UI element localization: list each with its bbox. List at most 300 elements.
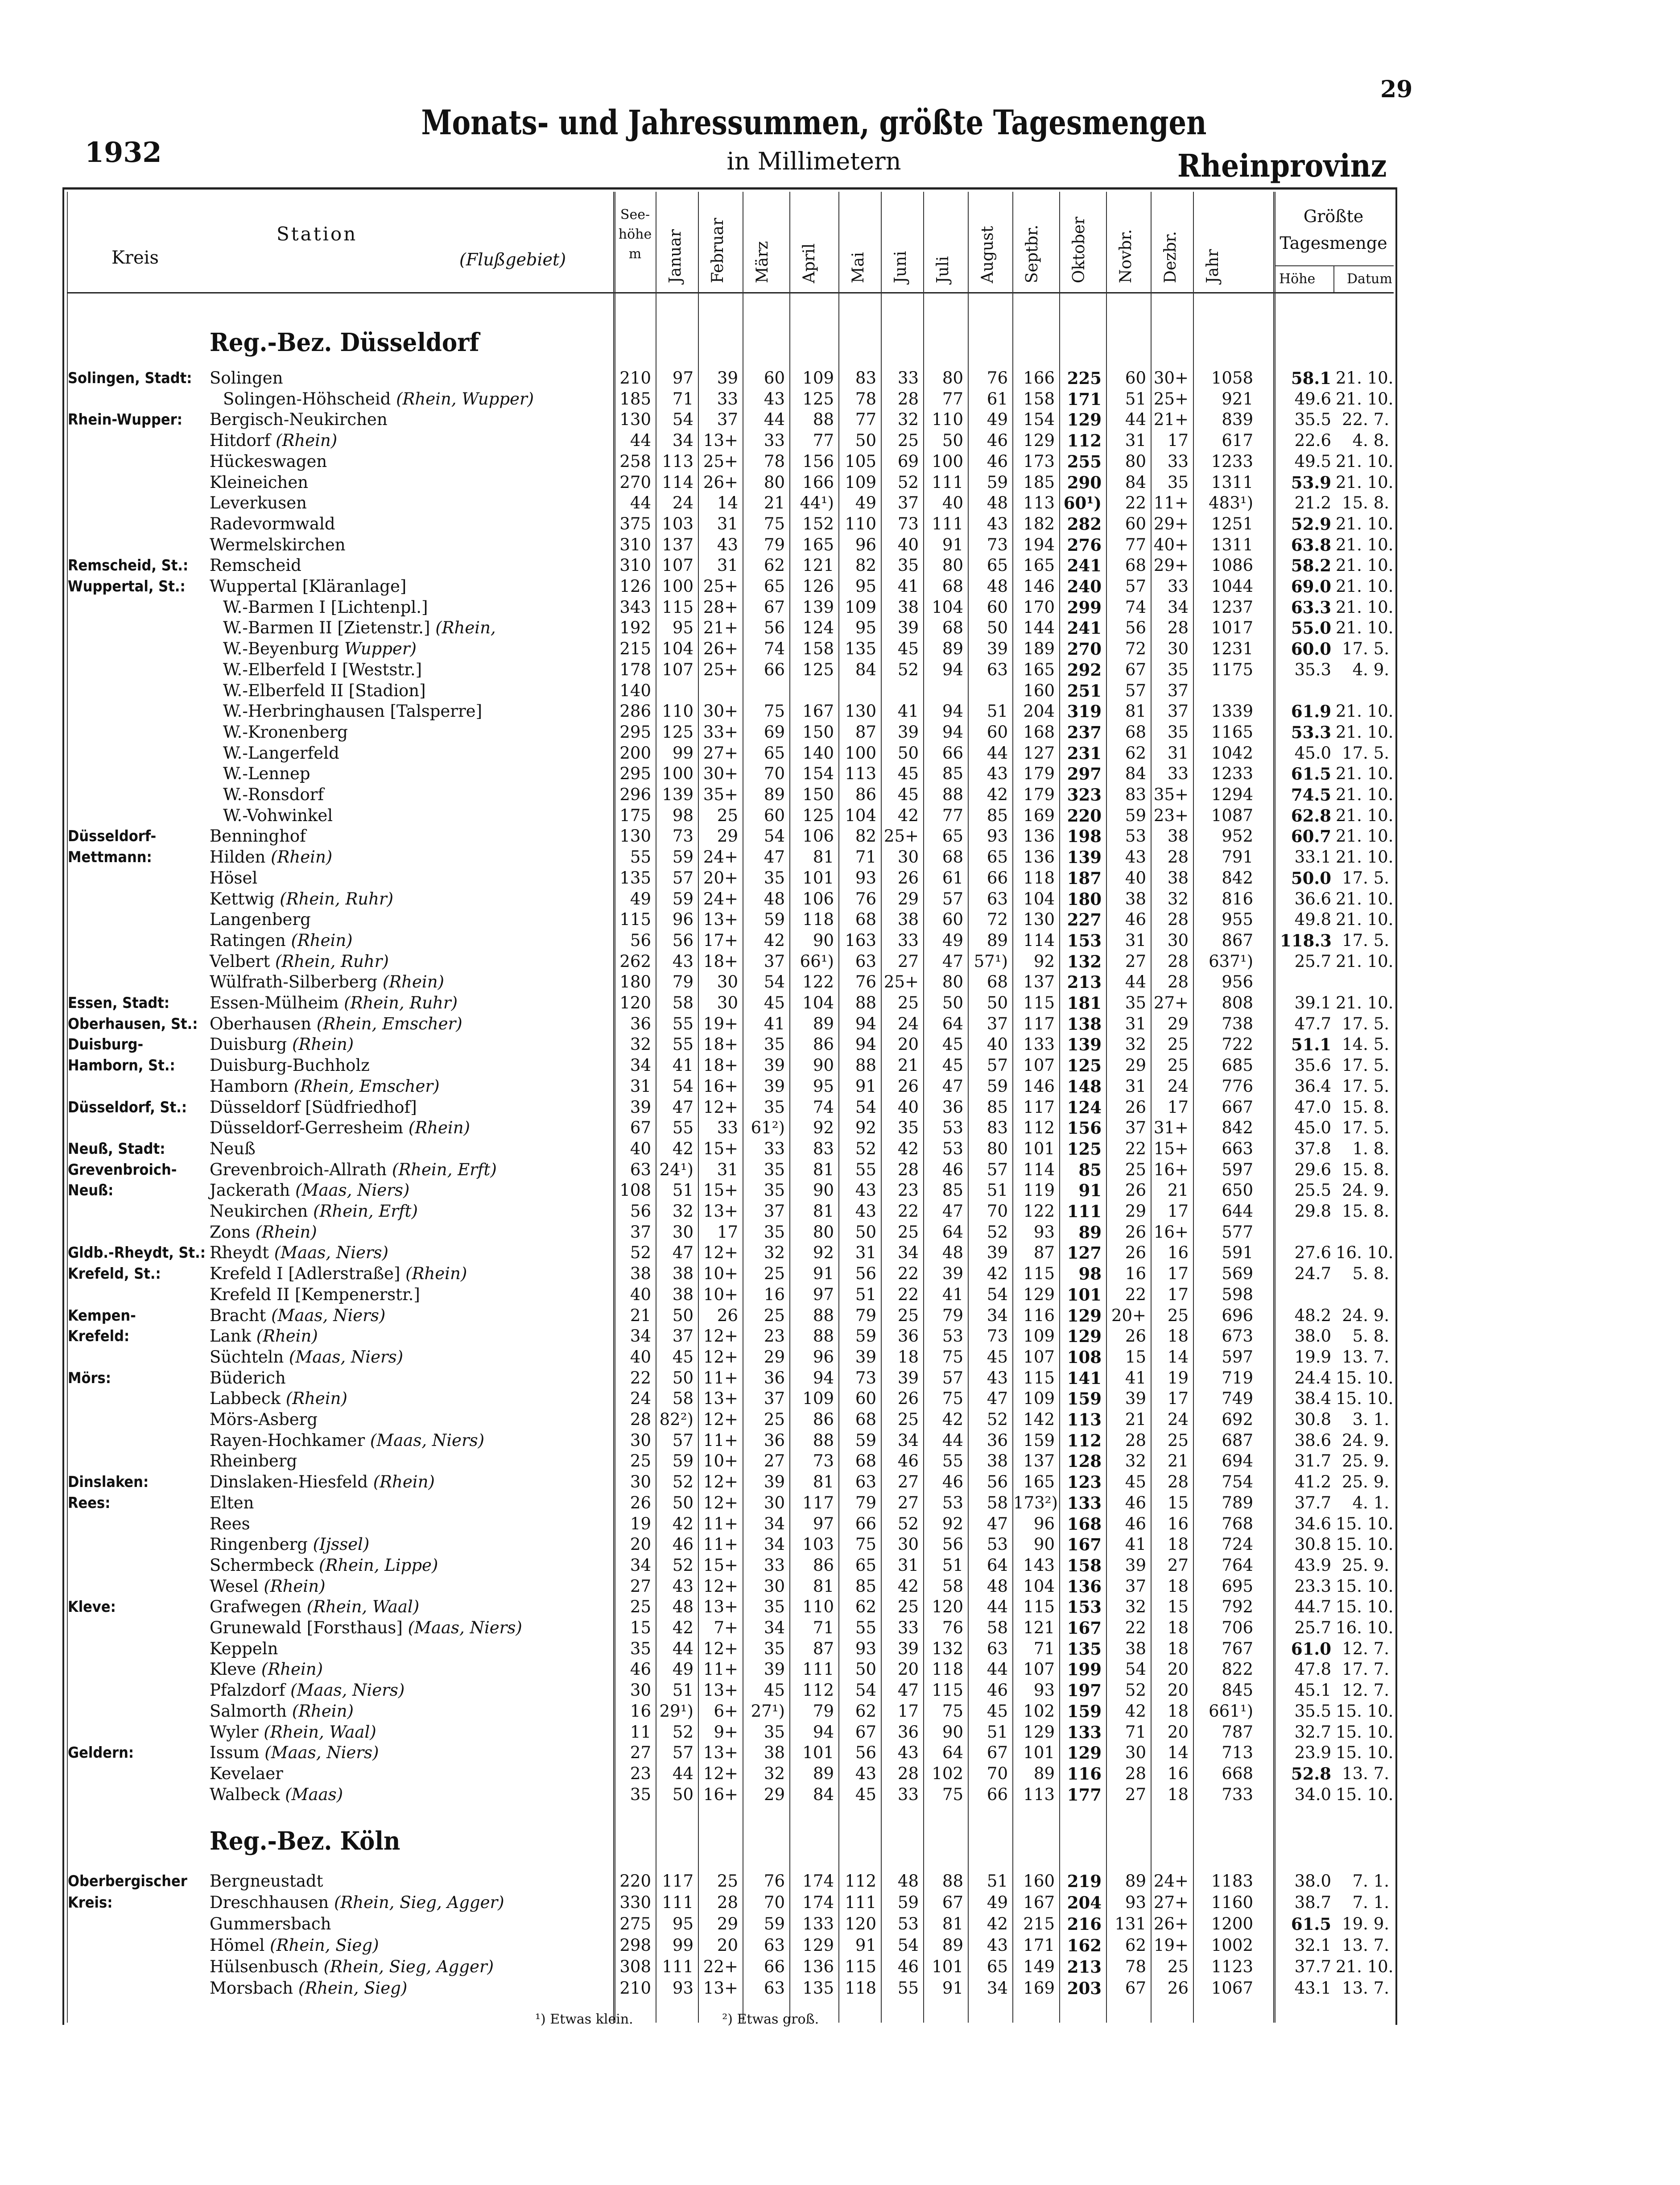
month-cell: 45 <box>942 1035 963 1054</box>
month-cell: 168 <box>1067 1514 1102 1534</box>
seehoehe-cell: 210 <box>619 368 651 388</box>
table-row <box>67 1139 1394 1159</box>
month-cell: 28 <box>897 1764 919 1783</box>
month-cell: 38 <box>1125 1639 1146 1658</box>
max-amount-cell: 35.3 <box>1294 660 1331 679</box>
flussgebiet: (Rhein) <box>367 1472 435 1492</box>
seehoehe-cell: 270 <box>619 472 651 492</box>
month-cell: 43 <box>987 764 1008 784</box>
seehoehe-cell: 26 <box>630 1493 651 1512</box>
month-cell: 15 <box>1167 1597 1189 1617</box>
month-cell: 91 <box>855 1936 876 1955</box>
month-cell: 59 <box>855 1326 876 1346</box>
month-cell: 125 <box>662 722 693 742</box>
max-date-cell: 25. 9. <box>1342 1472 1389 1492</box>
month-cell: 86 <box>855 785 876 804</box>
month-cell: 66¹) <box>800 951 834 971</box>
month-cell: 97 <box>813 1514 834 1533</box>
month-cell: 22 <box>1125 1285 1146 1304</box>
flussgebiet: (Ijssel) <box>307 1535 370 1554</box>
seehoehe-cell: 175 <box>619 805 651 825</box>
flussgebiet: (Rhein) <box>265 847 333 867</box>
month-cell: 58 <box>987 1493 1008 1512</box>
table-row <box>67 1597 1394 1617</box>
month-cell: 79 <box>813 1701 834 1721</box>
month-cell: 111 <box>932 472 963 492</box>
month-cell: 96 <box>855 535 876 554</box>
month-cell: 1160 <box>1211 1893 1253 1912</box>
station-cell <box>210 1978 407 1999</box>
month-cell: 661¹) <box>1209 1701 1253 1721</box>
month-cell: 149 <box>1023 1957 1055 1976</box>
max-date-cell: 21. 10. <box>1336 722 1394 742</box>
month-cell: 60 <box>1125 368 1146 388</box>
flussgebiet: (Rhein) <box>258 1576 326 1596</box>
month-cell: 77 <box>813 431 834 450</box>
month-cell: 167 <box>802 702 834 721</box>
table-row <box>67 1222 1394 1243</box>
seehoehe-cell: 275 <box>619 1914 651 1933</box>
month-cell: 31 <box>717 514 738 533</box>
month-cell: 44 <box>672 1764 693 1783</box>
month-cell: 167 <box>1067 1535 1102 1555</box>
month-cell: 39 <box>764 1076 785 1096</box>
month-cell: 48 <box>897 1871 919 1891</box>
station-cell <box>210 1160 497 1180</box>
flussgebiet: (Rhein) <box>287 1035 354 1054</box>
station-name: Essen-Mülheim <box>210 993 339 1012</box>
max-date-cell: 24. 9. <box>1342 1430 1389 1450</box>
month-cell: 16+ <box>703 1784 738 1804</box>
month-cell: 1087 <box>1211 805 1253 825</box>
month-cell: 80 <box>813 1222 834 1242</box>
month-cell: 46 <box>987 1681 1008 1700</box>
station-name: W.-Kronenberg <box>223 722 348 742</box>
month-cell: 104 <box>1023 1576 1055 1596</box>
max-amount-cell: 45.0 <box>1294 1118 1331 1138</box>
month-cell: 154 <box>1023 410 1055 430</box>
month-cell: 241 <box>1067 556 1102 576</box>
month-cell: 40 <box>987 1035 1008 1054</box>
month-cell: 297 <box>1067 764 1102 784</box>
month-cell: 91 <box>1078 1181 1102 1201</box>
station-cell <box>210 1680 405 1701</box>
month-cell: 198 <box>1067 826 1102 847</box>
month-cell: 167 <box>1023 1893 1055 1912</box>
station-cell <box>210 1597 419 1617</box>
month-cell: 91 <box>942 1978 963 1998</box>
month-cell: 189 <box>1023 639 1055 659</box>
flussgebiet: (Rhein) <box>281 1389 347 1408</box>
month-cell: 41 <box>1125 1368 1146 1388</box>
month-cell: 16+ <box>1153 1222 1189 1242</box>
month-cell: 47 <box>764 847 785 867</box>
seehoehe-cell: 38 <box>630 1264 651 1284</box>
kreis-cell: Solingen, Stadt: <box>68 369 192 387</box>
month-cell: 64 <box>942 1743 963 1763</box>
station-cell <box>210 1764 283 1784</box>
month-cell: 39 <box>987 1243 1008 1263</box>
month-cell: 66 <box>764 1957 785 1976</box>
month-cell: 21 <box>897 1056 919 1075</box>
max-amount-cell: 29.6 <box>1294 1160 1331 1179</box>
month-cell: 17+ <box>703 930 738 950</box>
month-cell: 28 <box>1167 951 1189 971</box>
seehoehe-cell: 180 <box>619 972 651 992</box>
month-cell: 60 <box>987 597 1008 617</box>
month-cell: 45 <box>764 1681 785 1700</box>
month-cell: 83 <box>987 1118 1008 1138</box>
month-cell: 60 <box>1125 514 1146 533</box>
month-cell: 130 <box>845 702 876 721</box>
month-cell: 177 <box>1067 1784 1102 1805</box>
month-cell: 54 <box>897 1936 919 1955</box>
station-name: Solingen-Höhscheid <box>223 389 391 409</box>
month-cell: 24+ <box>1153 1871 1189 1891</box>
seehoehe-cell: 296 <box>619 785 651 804</box>
month-cell: 203 <box>1067 1978 1102 1998</box>
month-cell: 50 <box>672 1305 693 1325</box>
month-cell: 110 <box>662 702 693 721</box>
station-name: Hömel <box>210 1936 265 1955</box>
max-amount-cell: 49.8 <box>1294 910 1331 929</box>
year-label: 1932 <box>85 136 162 169</box>
station-name: Pfalzdorf <box>210 1681 285 1700</box>
max-date-cell: 4. 9. <box>1352 660 1389 679</box>
month-cell: 154 <box>802 764 834 784</box>
month-cell: 43 <box>1125 847 1146 867</box>
month-cell: 51 <box>987 1871 1008 1891</box>
month-cell: 142 <box>1023 1410 1055 1429</box>
table-row <box>67 1034 1394 1055</box>
month-cell: 34 <box>764 1535 785 1554</box>
month-cell: 38 <box>987 1451 1008 1471</box>
month-cell: 78 <box>764 451 785 471</box>
month-cell: 44 <box>987 743 1008 763</box>
month-cell: 57 <box>672 868 693 888</box>
month-cell: 70 <box>987 1764 1008 1783</box>
month-cell: 50 <box>942 993 963 1012</box>
flussgebiet: (Rhein, <box>430 618 496 638</box>
month-cell: 130 <box>1023 910 1055 929</box>
max-date-cell: 21. 10. <box>1336 826 1394 846</box>
month-cell: 45 <box>897 785 919 804</box>
month-cell: 37 <box>1125 1118 1146 1138</box>
month-cell: 73 <box>897 514 919 533</box>
month-cell: 137 <box>662 535 693 554</box>
month-cell: 650 <box>1222 1181 1253 1200</box>
month-cell: 74 <box>813 1097 834 1117</box>
max-amount-cell: 21.2 <box>1294 493 1331 513</box>
month-cell: 219 <box>1067 1871 1102 1891</box>
month-cell: 29 <box>897 889 919 909</box>
month-cell: 1200 <box>1211 1914 1253 1933</box>
month-cell: 276 <box>1067 535 1102 555</box>
seehoehe-cell: 130 <box>619 410 651 430</box>
month-cell: 27 <box>1167 1555 1189 1575</box>
month-cell: 299 <box>1067 597 1102 617</box>
station-name: Ratingen <box>210 930 286 950</box>
month-cell: 45 <box>764 993 785 1012</box>
month-cell: 42 <box>897 1139 919 1158</box>
month-cell: 156 <box>1067 1118 1102 1138</box>
max-date-cell: 21. 10. <box>1336 389 1394 409</box>
month-cell: 323 <box>1067 785 1102 805</box>
month-cell: 95 <box>813 1076 834 1096</box>
month-cell: 597 <box>1222 1160 1253 1179</box>
seehoehe-cell: 44 <box>630 493 651 513</box>
month-cell: 842 <box>1222 868 1253 888</box>
month-cell: 117 <box>802 1493 834 1512</box>
month-cell: 64 <box>987 1555 1008 1575</box>
month-cell: 43 <box>987 514 1008 533</box>
station-cell <box>210 1347 403 1367</box>
month-cell: 791 <box>1222 847 1253 867</box>
month-cell: 132 <box>932 1639 963 1658</box>
month-cell: 72 <box>1125 639 1146 659</box>
header-month: April <box>800 243 818 283</box>
month-cell: 49 <box>672 1660 693 1679</box>
month-cell: 822 <box>1222 1660 1253 1679</box>
month-cell: 26 <box>1125 1222 1146 1242</box>
month-cell: 204 <box>1023 702 1055 721</box>
seehoehe-cell: 120 <box>619 993 651 1012</box>
month-cell: 722 <box>1222 1035 1253 1054</box>
month-cell: 10+ <box>703 1285 738 1304</box>
max-date-cell: 17. 5. <box>1342 1014 1389 1033</box>
seehoehe-cell: 19 <box>630 1514 651 1533</box>
max-date-cell: 17. 5. <box>1342 743 1389 763</box>
month-cell: 48 <box>987 577 1008 596</box>
month-cell: 152 <box>802 514 834 533</box>
month-cell: 85 <box>987 805 1008 825</box>
station-cell <box>223 618 496 638</box>
month-cell: 124 <box>1067 1097 1102 1117</box>
month-cell: 68 <box>1125 722 1146 742</box>
station-cell <box>210 1472 435 1492</box>
month-cell: 20 <box>1167 1660 1189 1679</box>
max-amount-cell: 35.5 <box>1294 410 1331 430</box>
month-cell: 54 <box>987 1285 1008 1304</box>
flussgebiet: (Rhein) <box>403 1118 470 1138</box>
month-cell: 79 <box>855 1305 876 1325</box>
month-cell: 67 <box>1125 1978 1146 1998</box>
station-name: Hückeswagen <box>210 451 327 471</box>
month-cell: 71 <box>1033 1639 1055 1658</box>
month-cell: 1233 <box>1211 451 1253 471</box>
month-cell: 18 <box>1167 1784 1189 1804</box>
month-cell: 44 <box>1125 410 1146 430</box>
month-cell: 59 <box>672 847 693 867</box>
month-cell: 719 <box>1222 1368 1253 1388</box>
month-cell: 35 <box>764 1222 785 1242</box>
month-cell: 179 <box>1023 764 1055 784</box>
month-cell: 51 <box>1125 389 1146 409</box>
month-cell: 31 <box>717 1160 738 1179</box>
month-cell: 20+ <box>1111 1305 1146 1325</box>
month-cell: 80 <box>942 972 963 992</box>
month-cell: 75 <box>942 1389 963 1408</box>
month-cell: 35 <box>764 1597 785 1617</box>
max-amount-cell: 36.6 <box>1294 889 1331 909</box>
month-cell: 81 <box>1125 702 1146 721</box>
month-cell: 44 <box>764 410 785 430</box>
month-cell: 42 <box>987 1914 1008 1933</box>
station-name: Grunewald [Forsthaus] <box>210 1618 403 1637</box>
month-cell: 43 <box>764 389 785 409</box>
table-row <box>67 1347 1394 1367</box>
month-cell: 13+ <box>703 431 738 450</box>
month-cell: 319 <box>1067 702 1102 722</box>
month-cell: 77 <box>1125 535 1146 554</box>
month-cell: 13+ <box>703 1743 738 1763</box>
month-cell: 68 <box>855 910 876 929</box>
month-cell: 20 <box>897 1660 919 1679</box>
month-cell: 35 <box>764 1639 785 1658</box>
table-row <box>67 993 1394 1013</box>
month-cell: 51 <box>987 702 1008 721</box>
month-cell: 47 <box>942 951 963 971</box>
month-cell: 1183 <box>1211 1871 1253 1891</box>
flussgebiet: (Rhein) <box>377 972 444 992</box>
month-cell: 204 <box>1067 1893 1102 1912</box>
month-cell: 43 <box>855 1764 876 1783</box>
station-name: Remscheid <box>210 556 301 575</box>
month-cell: 40 <box>897 1097 919 1117</box>
station-name: Wyler <box>210 1722 259 1742</box>
month-cell: 14 <box>1167 1743 1189 1763</box>
month-cell: 23 <box>897 1181 919 1200</box>
month-cell: 143 <box>1023 1555 1055 1575</box>
month-cell: 66 <box>855 1514 876 1533</box>
month-cell: 43 <box>855 1202 876 1221</box>
seehoehe-cell: 37 <box>630 1222 651 1242</box>
month-cell: 109 <box>1023 1326 1055 1346</box>
month-cell: 100 <box>662 577 693 596</box>
table-row <box>67 1118 1394 1138</box>
month-cell: 36 <box>987 1430 1008 1450</box>
month-cell: 98 <box>1078 1264 1102 1284</box>
station-cell <box>223 764 310 784</box>
month-cell: 74 <box>1125 597 1146 617</box>
month-cell: 292 <box>1067 660 1102 680</box>
station-cell <box>223 660 422 680</box>
month-cell: 577 <box>1222 1222 1253 1242</box>
month-cell: 81 <box>942 1914 963 1933</box>
month-cell: 93 <box>987 826 1008 846</box>
month-cell: 94 <box>813 1368 834 1388</box>
month-cell: 114 <box>1023 1160 1055 1179</box>
flussgebiet: (Rhein) <box>400 1264 467 1284</box>
station-name: Keppeln <box>210 1639 278 1658</box>
month-cell: 73 <box>855 1368 876 1388</box>
month-cell: 1311 <box>1211 535 1253 554</box>
station-cell <box>210 1180 409 1201</box>
month-cell: 48 <box>987 493 1008 513</box>
month-cell: 76 <box>764 1871 785 1891</box>
max-amount-cell: 60.7 <box>1291 826 1331 847</box>
max-date-cell: 21. 10. <box>1336 889 1394 909</box>
flussgebiet: (Maas, Niers) <box>290 1181 410 1200</box>
month-cell: 78 <box>1125 1957 1146 1976</box>
month-cell: 14 <box>1167 1347 1189 1367</box>
month-cell: 54 <box>764 826 785 846</box>
table-row <box>67 368 1394 388</box>
seehoehe-cell: 40 <box>630 1139 651 1158</box>
table-row <box>67 1472 1394 1492</box>
month-cell: 240 <box>1067 577 1102 596</box>
max-date-cell: 5. 8. <box>1352 1264 1389 1284</box>
month-cell: 695 <box>1222 1576 1253 1596</box>
month-cell: 25 <box>1167 1056 1189 1075</box>
seehoehe-cell: 39 <box>630 1097 651 1117</box>
month-cell: 29¹) <box>659 1701 693 1721</box>
month-cell: 111 <box>662 1893 693 1912</box>
month-cell: 92 <box>813 1243 834 1263</box>
month-cell: 27¹) <box>751 1701 785 1721</box>
month-cell: 64 <box>942 1014 963 1033</box>
month-cell: 955 <box>1222 910 1253 929</box>
header-seehoehe-line: höhe <box>618 227 652 242</box>
max-amount-cell: 41.2 <box>1294 1472 1331 1492</box>
kreis-cell: Neuß: <box>68 1181 114 1200</box>
seehoehe-cell: 298 <box>619 1936 651 1955</box>
seehoehe-cell: 330 <box>619 1893 651 1912</box>
month-cell: 40+ <box>1153 535 1189 554</box>
seehoehe-cell: 343 <box>619 597 651 617</box>
month-cell: 53 <box>942 1118 963 1138</box>
table-row <box>67 1618 1394 1638</box>
max-date-cell: 15. 10. <box>1336 1743 1394 1763</box>
month-cell: 48 <box>987 1576 1008 1596</box>
kreis-cell: Düsseldorf, St.: <box>68 1098 187 1116</box>
max-date-cell: 19. 9. <box>1342 1914 1389 1933</box>
table-row <box>67 597 1394 618</box>
station-cell <box>210 1243 388 1263</box>
month-cell: 141 <box>1067 1368 1102 1388</box>
month-cell: 133 <box>802 1914 834 1933</box>
table-row <box>67 1871 1394 1892</box>
month-cell: 13+ <box>703 1202 738 1221</box>
month-cell: 28 <box>1167 910 1189 929</box>
month-cell: 93 <box>855 1639 876 1658</box>
kreis-cell: Kreis: <box>68 1894 113 1912</box>
month-cell: 15+ <box>703 1555 738 1575</box>
month-cell: 57 <box>672 1430 693 1450</box>
month-cell: 101 <box>1023 1743 1055 1763</box>
month-cell: 18+ <box>703 1035 738 1054</box>
month-cell: 69 <box>764 722 785 742</box>
month-cell: 133 <box>1067 1722 1102 1742</box>
month-cell: 131 <box>1114 1914 1146 1933</box>
max-amount-cell: 36.4 <box>1294 1076 1331 1096</box>
table-row <box>67 701 1394 722</box>
seehoehe-cell: 34 <box>630 1555 651 1575</box>
month-cell: 89 <box>1125 1871 1146 1891</box>
month-cell: 22 <box>897 1202 919 1221</box>
max-date-cell: 15. 10. <box>1336 1784 1394 1804</box>
month-cell: 67 <box>987 1743 1008 1763</box>
max-amount-cell: 69.0 <box>1291 577 1331 596</box>
station-name: Kettwig <box>210 889 275 909</box>
section-title: Reg.-Bez. Köln <box>210 1826 400 1856</box>
month-cell: 56 <box>672 930 693 950</box>
month-cell: 90 <box>942 1722 963 1742</box>
month-cell: 237 <box>1067 722 1102 742</box>
month-cell: 62 <box>764 556 785 575</box>
month-cell: 29+ <box>1153 514 1189 533</box>
month-cell: 13+ <box>703 1681 738 1700</box>
